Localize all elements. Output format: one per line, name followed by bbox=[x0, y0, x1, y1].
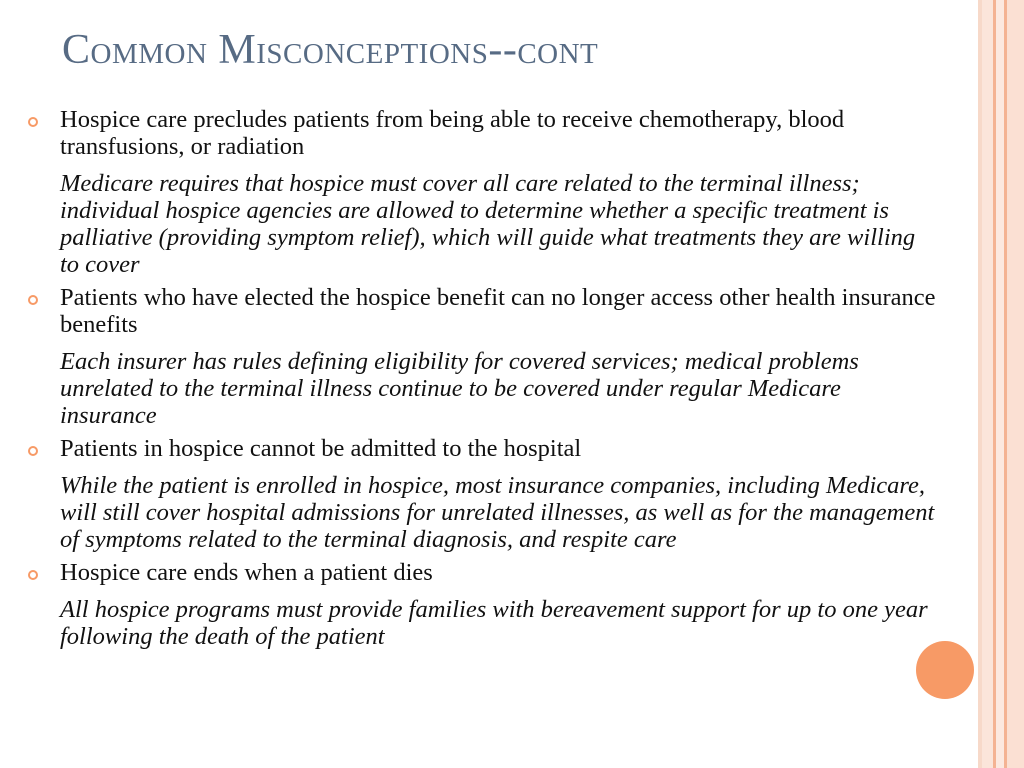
misconception-response: All hospice programs must provide families with bereavement support for up to one year following the death of the patient bbox=[60, 596, 928, 650]
bullet-icon bbox=[28, 295, 38, 305]
misconception-response: Medicare requires that hospice must cover all care related to the terminal illness; individual hospice agencies are allowed to determine whether a specific treatment is palliative (providing symptom relief), which will guide what treatments they are willing to cover bbox=[60, 170, 916, 278]
misconception-response: While the patient is enrolled in hospice, most insurance companies, including Medicare, will still cover hospital admissions for unrelated illnesses, as well as for the management of symptoms related to the terminal diagnosis, and respite care bbox=[60, 472, 935, 553]
misconception-list bbox=[26, 106, 936, 656]
bullet-icon bbox=[28, 446, 38, 456]
decorative-side-stripes bbox=[978, 0, 1024, 768]
misconception-response: Each insurer has rules defining eligibility for covered services; medical problems unrelated to the terminal illness continue to be covered under regular Medicare insurance bbox=[60, 348, 859, 429]
misconception-claim: Hospice care ends when a patient dies bbox=[60, 559, 433, 586]
misconception-item bbox=[26, 106, 936, 278]
slide-title: Common Misconceptions--cont bbox=[62, 27, 599, 73]
bullet-icon bbox=[28, 117, 38, 127]
stripe bbox=[1007, 0, 1024, 768]
stripe bbox=[982, 0, 993, 768]
misconception-claim: Patients in hospice cannot be admitted to the hospital bbox=[60, 435, 582, 462]
bullet-icon bbox=[28, 570, 38, 580]
stripe bbox=[996, 0, 1004, 768]
misconception-item bbox=[26, 284, 936, 429]
misconception-claim: Patients who have elected the hospice benefit can no longer access other health insurance benefits bbox=[60, 284, 936, 338]
misconception-item bbox=[26, 435, 936, 553]
misconception-item bbox=[26, 559, 936, 650]
misconception-claim: Hospice care precludes patients from being able to receive chemotherapy, blood transfusions, or radiation bbox=[60, 106, 845, 160]
